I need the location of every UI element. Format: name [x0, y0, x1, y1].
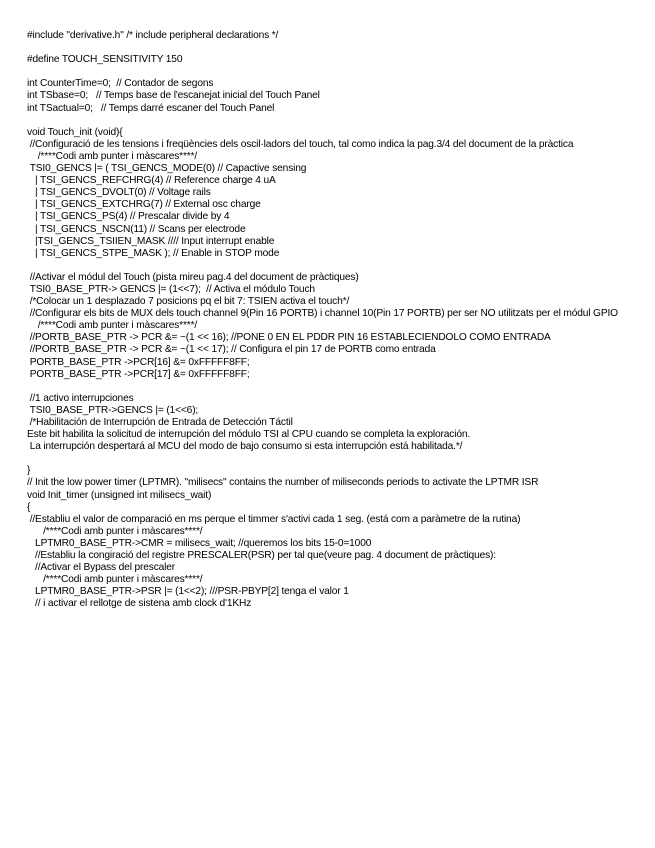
code-line: //1 activo interrupciones — [27, 392, 134, 404]
code-line: //Establiu la congiració del registre PRESCALER(PSR) per tal que(veure pag. 4 document de pràctiques): — [27, 550, 496, 562]
code-line: // Init the low power timer (LPTMR). "milisecs" contains the number of miliseconds periods to activate the LPTMR ISR — [27, 477, 539, 489]
code-document — [27, 30, 637, 611]
code-line: | TSI_GENCS_DVOLT(0) // Voltage rails — [27, 187, 211, 199]
code-line: TSI0_BASE_PTR-> GENCS |= (1<<7); // Activa el módulo Touch — [27, 283, 315, 295]
code-line: La interrupción despertará al MCU del modo de bajo consumo si esta interrupción está habilitada.*/ — [27, 441, 463, 453]
code-line: | TSI_GENCS_REFCHRG(4) // Reference charge 4 uA — [27, 175, 276, 187]
code-line: //PORTB_BASE_PTR -> PCR &= ~(1 << 17); // Configura el pin 17 de PORTB como entrada — [27, 344, 436, 356]
code-line: void Touch_init (void){ — [27, 126, 123, 138]
code-line: |TSI_GENCS_TSIIEN_MASK //// Input interrupt enable — [27, 235, 275, 247]
code-line: /****Codi amb punter i màscares****/ — [27, 150, 198, 162]
code-line: TSI0_GENCS |= ( TSI_GENCS_MODE(0) // Capactive sensing — [27, 163, 307, 175]
code-line: PORTB_BASE_PTR ->PCR[17] &= 0xFFFFF8FF; — [27, 368, 250, 380]
code-line: Este bit habilita la solicitud de interrupción del módulo TSI al CPU cuando se completa la exploración. — [27, 429, 471, 441]
code-line: //Establiu el valor de comparació en ms perque el timmer s'activi cada 1 seg. (está com a paràmetre de la rutina) — [27, 513, 521, 525]
code-line: //Configuració de les tensions i freqüències dels oscil·ladors del touch, tal como indica la pag.3/4 del document de la pràctica — [27, 138, 574, 150]
blank-line — [27, 381, 637, 393]
code-line: #define TOUCH_SENSITIVITY 150 — [27, 54, 183, 66]
blank-line — [27, 66, 637, 78]
code-line: LPTMR0_BASE_PTR->CMR = milisecs_wait; //queremos los bits 15-0=1000 — [27, 537, 372, 549]
code-line: /*Habilitación de Interrupción de Entrada de Detección Táctil — [27, 417, 293, 428]
blank-line — [27, 42, 637, 54]
code-line: //Configurar els bits de MUX dels touch channel 9(Pin 16 PORTB) i channel 10(Pin 17 PORTB) per ser NO utilitzats per el módul GPIO — [27, 308, 618, 320]
code-line: #include "derivative.h" /* include peripheral declarations */ — [27, 30, 279, 41]
blank-line — [27, 115, 637, 127]
code-line: /****Codi amb punter i màscares****/ — [27, 574, 203, 586]
code-line: PORTB_BASE_PTR ->PCR[16] &= 0xFFFFF8FF; — [27, 356, 250, 368]
code-line: //Activar el Bypass del prescaler — [27, 562, 176, 574]
code-line: | TSI_GENCS_EXTCHRG(7) // External osc charge — [27, 199, 261, 211]
code-line: /****Codi amb punter i màscares****/ — [27, 525, 203, 537]
code-line: /****Codi amb punter i màscares****/ — [27, 320, 198, 332]
code-line: | TSI_GENCS_PS(4) // Prescalar divide by 4 — [27, 211, 230, 223]
blank-line — [27, 260, 637, 272]
code-line: TSI0_BASE_PTR->GENCS |= (1<<6); — [27, 404, 199, 416]
blank-line — [27, 453, 637, 465]
code-line: //Activar el módul del Touch (pista mireu pag.4 del document de pràctiques) — [27, 271, 359, 283]
code-line: { — [27, 501, 31, 513]
code-line: int TSactual=0; // Temps darré escaner del Touch Panel — [27, 102, 275, 114]
code-line: // i activar el rellotge de sistena amb clock d'1KHz — [27, 598, 252, 610]
code-line: | TSI_GENCS_STPE_MASK ); // Enable in STOP mode — [27, 247, 280, 259]
code-line: LPTMR0_BASE_PTR->PSR |= (1<<2); ///PSR-PBYP[2] tenga el valor 1 — [27, 586, 349, 598]
code-line: } — [27, 465, 31, 477]
code-line: void Init_timer (unsigned int milisecs_wait) — [27, 489, 212, 501]
code-line: //PORTB_BASE_PTR -> PCR &= ~(1 << 16); //PONE 0 EN EL PDDR PIN 16 ESTABLECIENDOLO COMO ENTRADA — [27, 332, 551, 344]
code-line: int CounterTime=0; // Contador de segons — [27, 78, 214, 90]
code-line: int TSbase=0; // Temps base de l'escanejat inicial del Touch Panel — [27, 90, 320, 102]
code-line: /*Colocar un 1 desplazado 7 posicions pq el bit 7: TSIEN activa el touch*/ — [27, 296, 350, 308]
code-line: | TSI_GENCS_NSCN(11) // Scans per electrode — [27, 223, 246, 235]
